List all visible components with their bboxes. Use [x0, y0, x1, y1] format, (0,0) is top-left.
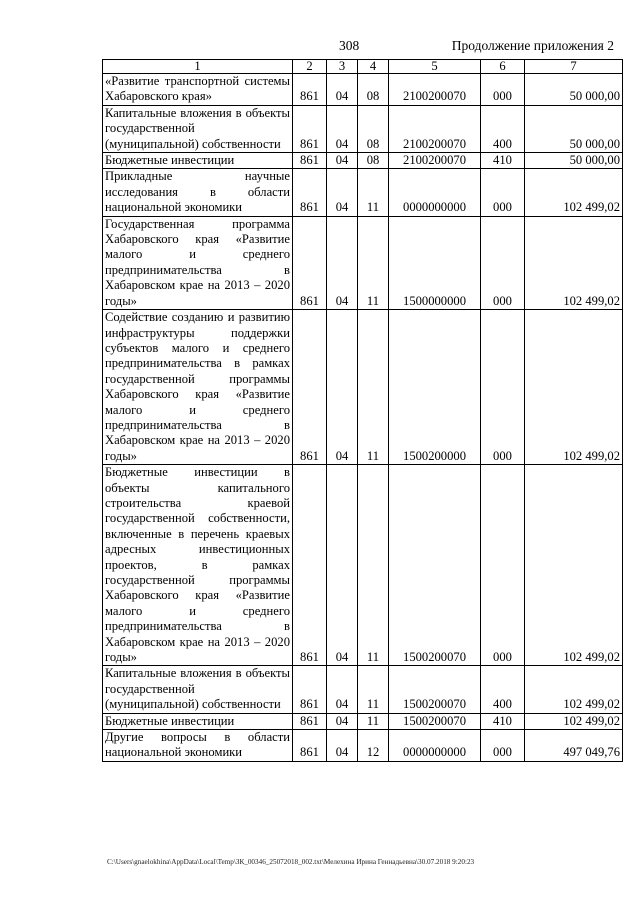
row-name-cell: Бюджетные инвестиции — [103, 153, 293, 169]
row-value-cell: 102 499,02 — [525, 713, 623, 729]
row-value-cell: 04 — [327, 153, 358, 169]
row-value-cell: 2100200070 — [389, 74, 481, 106]
row-name-cell: Содействие созданию и развитию инфраструктуры поддержки субъектов малого и среднего предпринимательства в рамках государственной программы Хабаровского края «Развитие малого и среднего предпринимательства в Хабаровском крае на 2013 – 2020 годы» — [103, 310, 293, 465]
row-value-cell: 102 499,02 — [525, 465, 623, 666]
row-value-cell: 861 — [293, 666, 327, 713]
row-value-cell: 000 — [481, 169, 525, 216]
table-row — [103, 169, 623, 216]
row-value-cell: 497 049,76 — [525, 730, 623, 762]
row-value-cell: 50 000,00 — [525, 153, 623, 169]
row-value-cell: 102 499,02 — [525, 666, 623, 713]
row-name-cell: Прикладные научные исследования в области национальной экономики — [103, 169, 293, 216]
row-name-cell: Капитальные вложения в объекты государственной (муниципальной) собственности — [103, 105, 293, 152]
row-name-cell: Капитальные вложения в объекты государственной (муниципальной) собственности — [103, 666, 293, 713]
row-name-cell: Бюджетные инвестиции — [103, 713, 293, 729]
row-value-cell: 2100200070 — [389, 153, 481, 169]
row-value-cell: 08 — [358, 74, 389, 106]
row-value-cell: 861 — [293, 169, 327, 216]
row-value-cell: 400 — [481, 105, 525, 152]
row-value-cell: 861 — [293, 730, 327, 762]
row-value-cell: 1500200070 — [389, 713, 481, 729]
table-row — [103, 153, 623, 169]
row-value-cell: 0000000000 — [389, 169, 481, 216]
row-value-cell: 400 — [481, 666, 525, 713]
row-value-cell: 04 — [327, 730, 358, 762]
table-row — [103, 666, 623, 713]
row-value-cell: 861 — [293, 310, 327, 465]
row-value-cell: 04 — [327, 465, 358, 666]
row-name-cell: «Развитие транспортной системы Хабаровского края» — [103, 74, 293, 106]
row-value-cell: 11 — [358, 216, 389, 309]
row-value-cell: 861 — [293, 713, 327, 729]
row-value-cell: 04 — [327, 216, 358, 309]
row-value-cell: 08 — [358, 105, 389, 152]
row-value-cell: 410 — [481, 713, 525, 729]
row-value-cell: 08 — [358, 153, 389, 169]
row-value-cell: 04 — [327, 105, 358, 152]
row-value-cell: 2100200070 — [389, 105, 481, 152]
row-value-cell: 04 — [327, 310, 358, 465]
row-value-cell: 11 — [358, 169, 389, 216]
row-name-cell: Другие вопросы в области национальной экономики — [103, 730, 293, 762]
column-header: 3 — [327, 60, 358, 74]
continuation-label: Продолжение приложения 2 — [451, 38, 614, 53]
row-value-cell: 1500200070 — [389, 465, 481, 666]
row-value-cell: 04 — [327, 169, 358, 216]
row-value-cell: 12 — [358, 730, 389, 762]
row-value-cell: 50 000,00 — [525, 105, 623, 152]
column-header: 7 — [525, 60, 623, 74]
row-value-cell: 04 — [327, 74, 358, 106]
row-value-cell: 11 — [358, 465, 389, 666]
row-value-cell: 102 499,02 — [525, 310, 623, 465]
table-row — [103, 216, 623, 309]
row-value-cell: 000 — [481, 310, 525, 465]
row-value-cell: 861 — [293, 153, 327, 169]
column-header: 4 — [358, 60, 389, 74]
row-value-cell: 11 — [358, 713, 389, 729]
table-row — [103, 74, 623, 106]
table-row — [103, 730, 623, 762]
column-header: 5 — [389, 60, 481, 74]
row-value-cell: 04 — [327, 713, 358, 729]
page-number: 308 — [339, 38, 360, 53]
row-value-cell: 1500200000 — [389, 310, 481, 465]
row-value-cell: 861 — [293, 74, 327, 106]
row-value-cell: 102 499,02 — [525, 216, 623, 309]
row-value-cell: 0000000000 — [389, 730, 481, 762]
row-value-cell: 102 499,02 — [525, 169, 623, 216]
row-value-cell: 000 — [481, 730, 525, 762]
table-row — [103, 105, 623, 152]
row-value-cell: 50 000,00 — [525, 74, 623, 106]
row-value-cell: 000 — [481, 74, 525, 106]
column-header-row — [103, 60, 623, 74]
budget-table — [102, 59, 623, 762]
column-header: 1 — [103, 60, 293, 74]
row-value-cell: 861 — [293, 465, 327, 666]
row-value-cell: 1500000000 — [389, 216, 481, 309]
row-value-cell: 861 — [293, 105, 327, 152]
table-row — [103, 310, 623, 465]
table-row — [103, 465, 623, 666]
row-value-cell: 04 — [327, 666, 358, 713]
row-value-cell: 861 — [293, 216, 327, 309]
row-value-cell: 000 — [481, 465, 525, 666]
row-value-cell: 11 — [358, 310, 389, 465]
table-row — [103, 713, 623, 729]
row-name-cell: Государственная программа Хабаровского края «Развитие малого и среднего предпринимательства в Хабаровском крае на 2013 – 2020 годы» — [103, 216, 293, 309]
column-header: 6 — [481, 60, 525, 74]
column-header: 2 — [293, 60, 327, 74]
row-value-cell: 11 — [358, 666, 389, 713]
row-value-cell: 000 — [481, 216, 525, 309]
row-name-cell: Бюджетные инвестиции в объекты капитального строительства краевой государственной собственности, включенные в перечень краевых адресных инвестиционных проектов, в рамках государственной программы Хабаровского края «Развитие малого и среднего предпринимательства в Хабаровском крае на 2013 – 2020 годы» — [103, 465, 293, 666]
row-value-cell: 410 — [481, 153, 525, 169]
file-path-footer: C:\Users\gnaelokhina\AppData\Local\Temp\ЗК_00346_25072018_002.txt\Мелехина Ирина Геннадьевна\30.07.2018 9:20:23 — [107, 858, 475, 866]
row-value-cell: 1500200070 — [389, 666, 481, 713]
